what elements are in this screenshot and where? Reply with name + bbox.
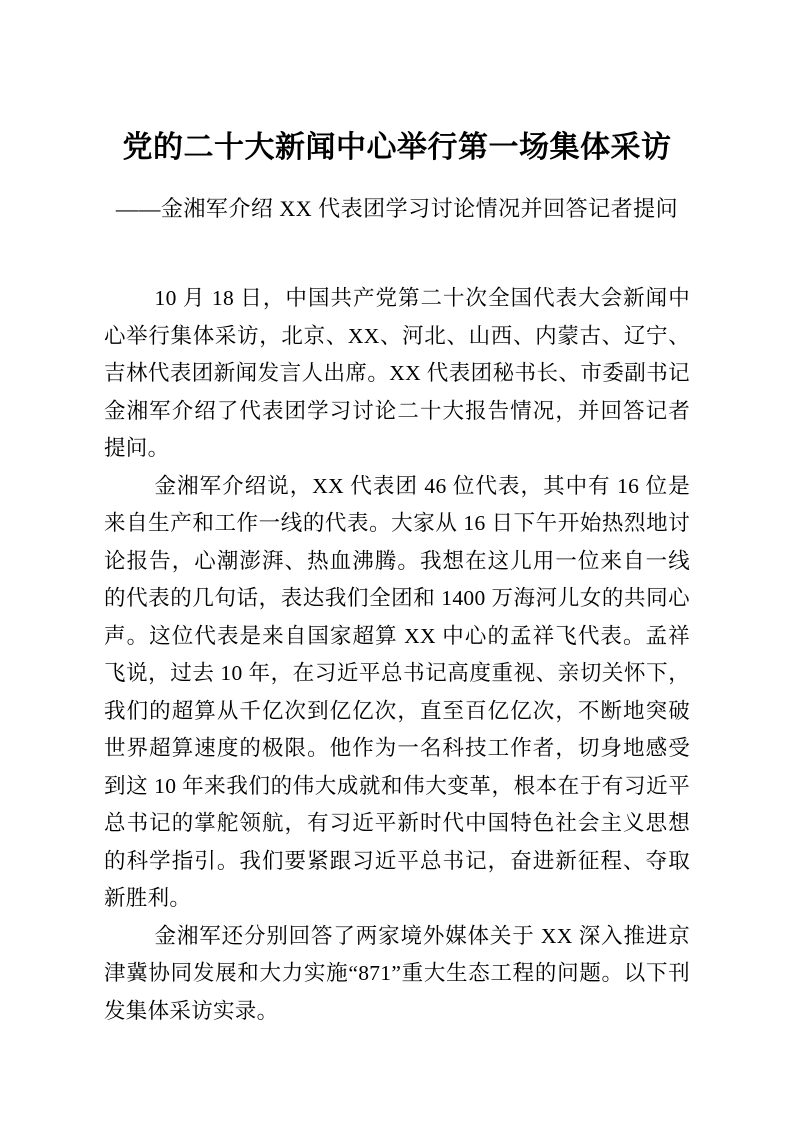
document-body [104, 280, 690, 1030]
paragraph-delegation-discussion: 金湘军介绍说，XX 代表团 46 位代表，其中有 16 位是来自生产和工作一线的代表。大家从 16 日下午开始热烈地讨论报告，心潮澎湃、热血沸腾。我想在这儿用一位来自一线的代表的几句话，表达我们全团和 1400 万海河儿女的共同心声。这位代表是来自国家超算 XX 中心的孟祥飞代表。孟祥飞说，过去 10 年，在习近平总书记高度重视、亲切关怀下，我们的超算从千亿次到亿亿次，直至百亿亿次，不断地突破世界超算速度的极限。他作为一名科技工作者，切身地感受到这 10 年来我们的伟大成就和伟大变革，根本在于有习近平总书记的掌舵领航，有习近平新时代中国特色社会主义思想的科学指引。我们要紧跟习近平总书记，奋进新征程、夺取新胜利。 [104, 473, 690, 910]
document-subtitle: ——金湘军介绍 XX 代表团学习讨论情况并回答记者提问 [115, 196, 679, 221]
paragraph-intro: 10 月 18 日，中国共产党第二十次全国代表大会新闻中心举行集体采访，北京、XX、河北、山西、内蒙古、辽宁、吉林代表团新闻发言人出席。XX 代表团秘书长、市委副书记金湘军介绍了代表团学习讨论二十大报告情况，并回答记者提问。 [104, 286, 690, 460]
document-title: 党的二十大新闻中心举行第一场集体采访 [122, 131, 672, 164]
paragraph-media-questions: 金湘军还分别回答了两家境外媒体关于 XX 深入推进京津冀协同发展和大力实施“871”重大生态工程的问题。以下刊发集体采访实录。 [104, 923, 690, 1023]
